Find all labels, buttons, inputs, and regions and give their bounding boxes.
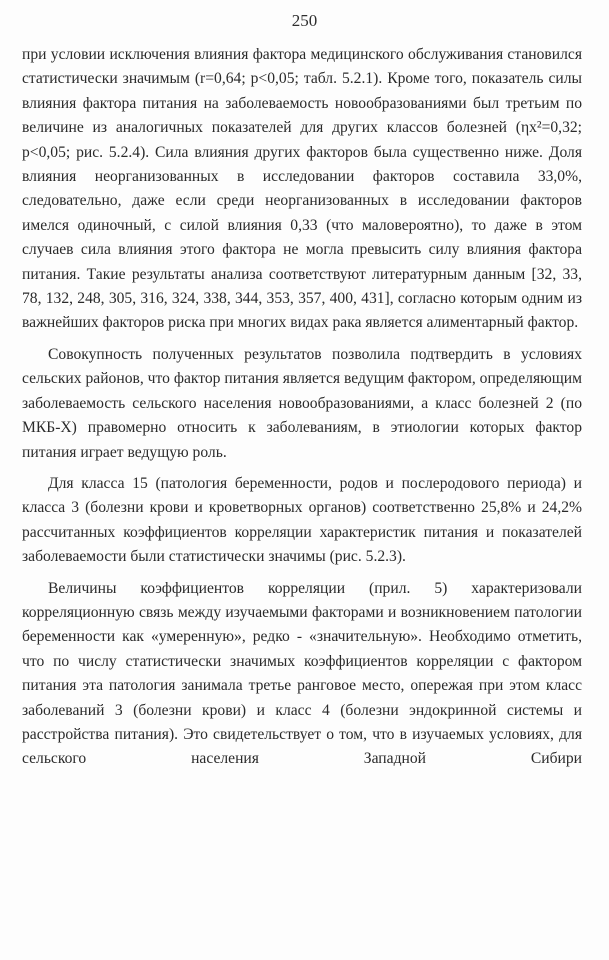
body-text: [22, 43, 582, 779]
page-number: 250: [291, 11, 318, 30]
paragraph-1: при условии исключения влияния фактора медицинского обслуживания становился статистически значимым (r=0,64; p<0,05; табл. 5.2.1). Кроме того, показатель силы влияния фактора питания на заболеваемость новообразованиями был третьим по величине из аналогичных показателей для других классов болезней (ηх²=0,32; p<0,05; рис. 5.2.4). Сила влияния других факторов была существенно ниже. Доля влияния неорганизованных в исследовании факторов составила 33,0%, следовательно, даже если среди неорганизованных в исследовании факторов имелся одиночный, с силой влияния 0,33 (что маловероятно), то даже в этом случаев сила влияния этого фактора не могла превысить силу влияния фактора питания. Такие результаты анализа соответствуют литературным данным [32, 33, 78, 132, 248, 305, 316, 324, 338, 344, 353, 357, 400, 431], согласно которым одним из важнейших факторов риска при многих видах рака является алиментарный фактор.: [22, 46, 582, 332]
paragraph-2: Совокупность полученных результатов позволила подтвердить в условиях сельских районов, что фактор питания является ведущим фактором, определяющим заболеваемость сельского населения новообразованиями, а класс болезней 2 (по МКБ-Х) правомерно относить к заболеваниям, в этиологии которых фактор питания играет ведущую роль.: [22, 345, 582, 461]
paragraph-3: Для класса 15 (патология беременности, родов и послеродового периода) и класса 3 (болезни крови и кроветворных органов) соответственно 25,8% и 24,2% рассчитанных коэффициентов корреляции характеристик питания и показателей заболеваемости были статистически значимы (рис. 5.2.3).: [22, 474, 582, 566]
paragraph-4: Величины коэффициентов корреляции (прил. 5) характеризовали корреляционную связь между изучаемыми факторами и возникновением патологии беременности как «умеренную», редко - «значительную». Необходимо отметить, что по числу статистически значимых коэффициентов корреляции с фактором питания эта патология занимала третье ранговое место, опережая при этом класс заболеваний 3 (болезни крови) и класс 4 (болезни эндокринной системы и расстройства питания). Это свидетельствует о том, что в изучаемых условиях, для сельского населения Западной Сибири: [22, 579, 582, 768]
